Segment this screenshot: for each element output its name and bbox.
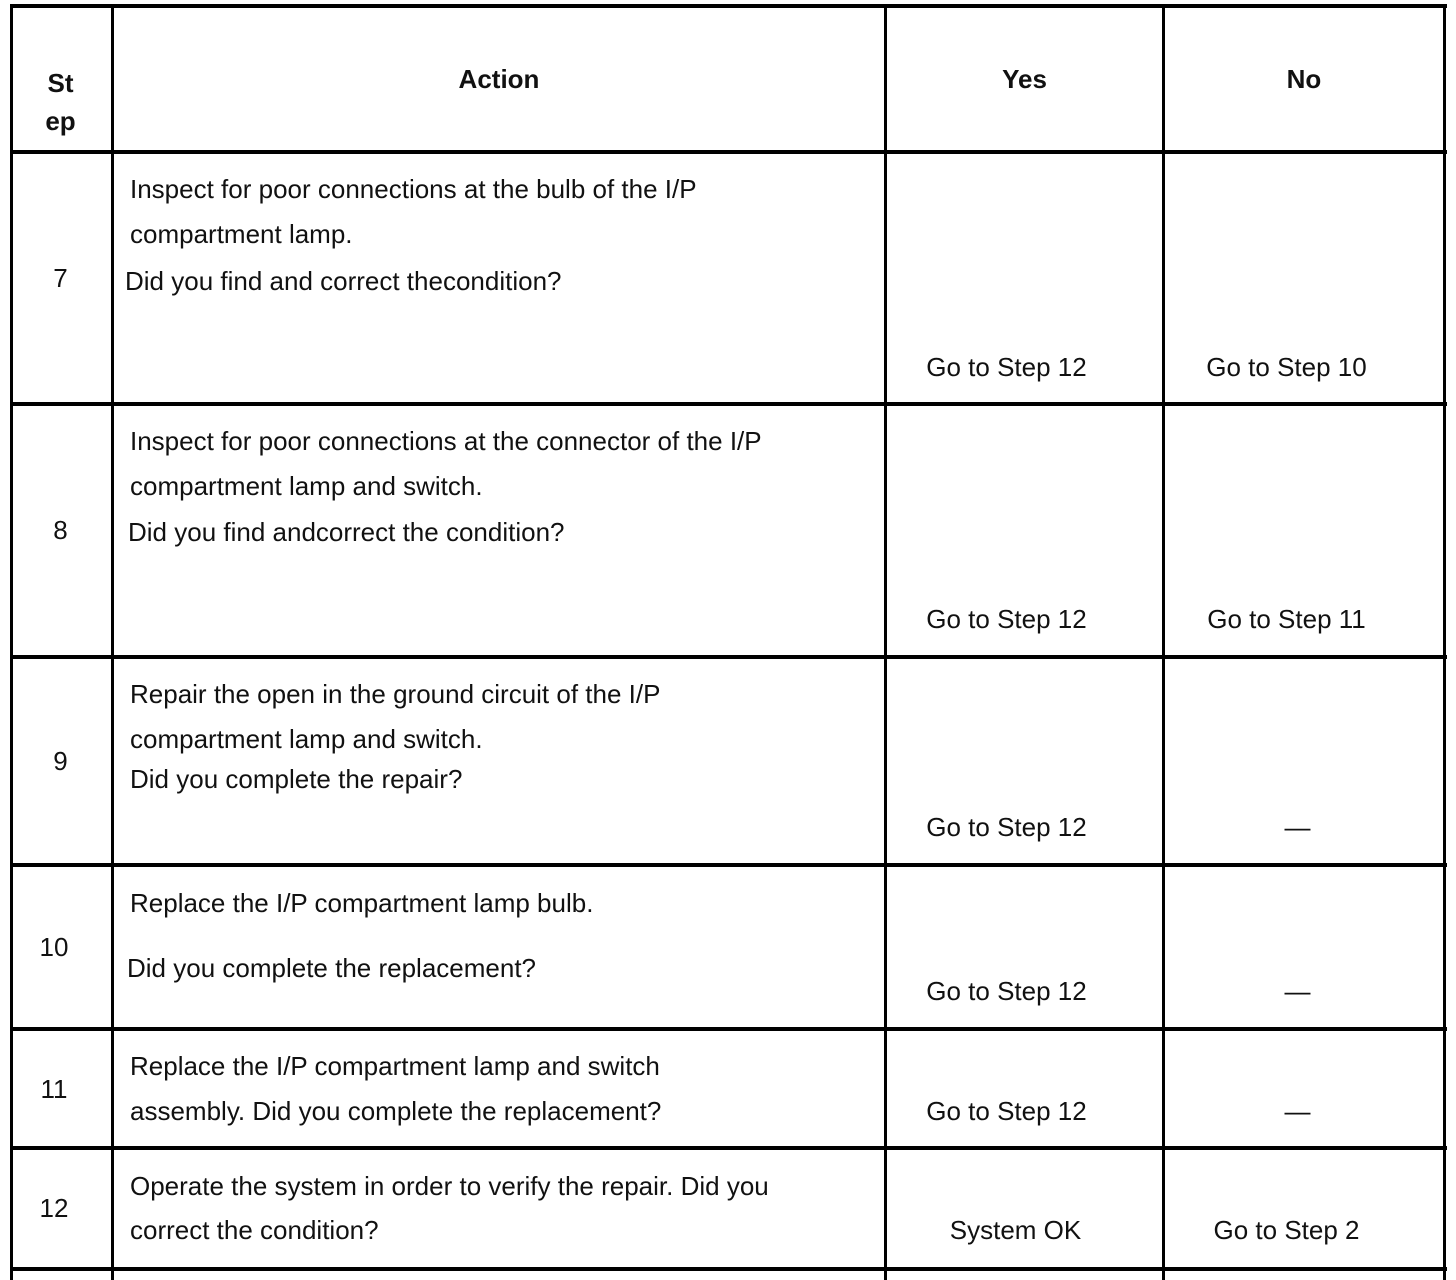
- yes-result: Go to Step 12: [926, 976, 1087, 1006]
- diagnostic-table: [10, 4, 1447, 1280]
- no-result: —: [1284, 812, 1311, 842]
- header-step-line-2: ep: [45, 106, 76, 136]
- header-divider: [10, 150, 1447, 154]
- step-number: 10: [39, 932, 69, 962]
- yes-result: Go to Step 12: [926, 604, 1087, 634]
- step-number: 9: [53, 746, 68, 776]
- table-border-top: [10, 4, 1447, 8]
- table-border-right: [1443, 4, 1446, 1280]
- header-yes: Yes: [1002, 64, 1047, 94]
- action-line: assembly. Did you complete the replacement?: [130, 1096, 662, 1126]
- step-number: 12: [39, 1193, 69, 1223]
- header-step: [10, 64, 111, 140]
- row-divider: [10, 1027, 1447, 1031]
- action-line: correct the condition?: [130, 1215, 379, 1245]
- header-step-line-1: St: [47, 68, 74, 98]
- action-line: Did you find andcorrect the condition?: [128, 517, 565, 547]
- action-line: compartment lamp and switch.: [130, 724, 483, 754]
- no-result: Go to Step 10: [1206, 352, 1367, 382]
- yes-result: Go to Step 12: [926, 1096, 1087, 1126]
- header-no: No: [1286, 64, 1322, 94]
- column-divider: [1162, 4, 1165, 1280]
- yes-result: Go to Step 12: [926, 352, 1087, 382]
- row-divider: [10, 1267, 1447, 1271]
- action-line: Did you find and correct thecondition?: [125, 266, 562, 296]
- yes-result: Go to Step 12: [926, 812, 1087, 842]
- step-number: 11: [40, 1074, 68, 1104]
- no-result: —: [1284, 1096, 1311, 1126]
- column-divider: [111, 4, 114, 1280]
- no-result: —: [1284, 976, 1311, 1006]
- row-divider: [10, 402, 1447, 406]
- action-line: Replace the I/P compartment lamp and switch: [130, 1051, 660, 1081]
- action-line: Did you complete the repair?: [130, 764, 463, 794]
- action-line: Replace the I/P compartment lamp bulb.: [130, 888, 594, 918]
- yes-result: System OK: [949, 1215, 1082, 1245]
- action-line: Did you complete the replacement?: [127, 953, 537, 983]
- column-divider: [884, 4, 887, 1280]
- action-line: Repair the open in the ground circuit of the I/P: [130, 679, 661, 709]
- action-line: compartment lamp and switch.: [130, 471, 483, 501]
- action-line: compartment lamp.: [130, 219, 353, 249]
- no-result: Go to Step 2: [1213, 1215, 1360, 1245]
- no-result: Go to Step 11: [1207, 604, 1366, 634]
- action-line: Inspect for poor connections at the connector of the I/P: [130, 426, 762, 456]
- row-divider: [10, 1146, 1447, 1150]
- action-line: Operate the system in order to verify the repair. Did you: [130, 1171, 769, 1201]
- action-line: Inspect for poor connections at the bulb of the I/P: [130, 174, 697, 204]
- step-number: 8: [53, 515, 68, 545]
- row-divider: [10, 655, 1447, 659]
- row-divider: [10, 863, 1447, 867]
- header-action: Action: [458, 64, 540, 94]
- step-number: 7: [53, 263, 68, 293]
